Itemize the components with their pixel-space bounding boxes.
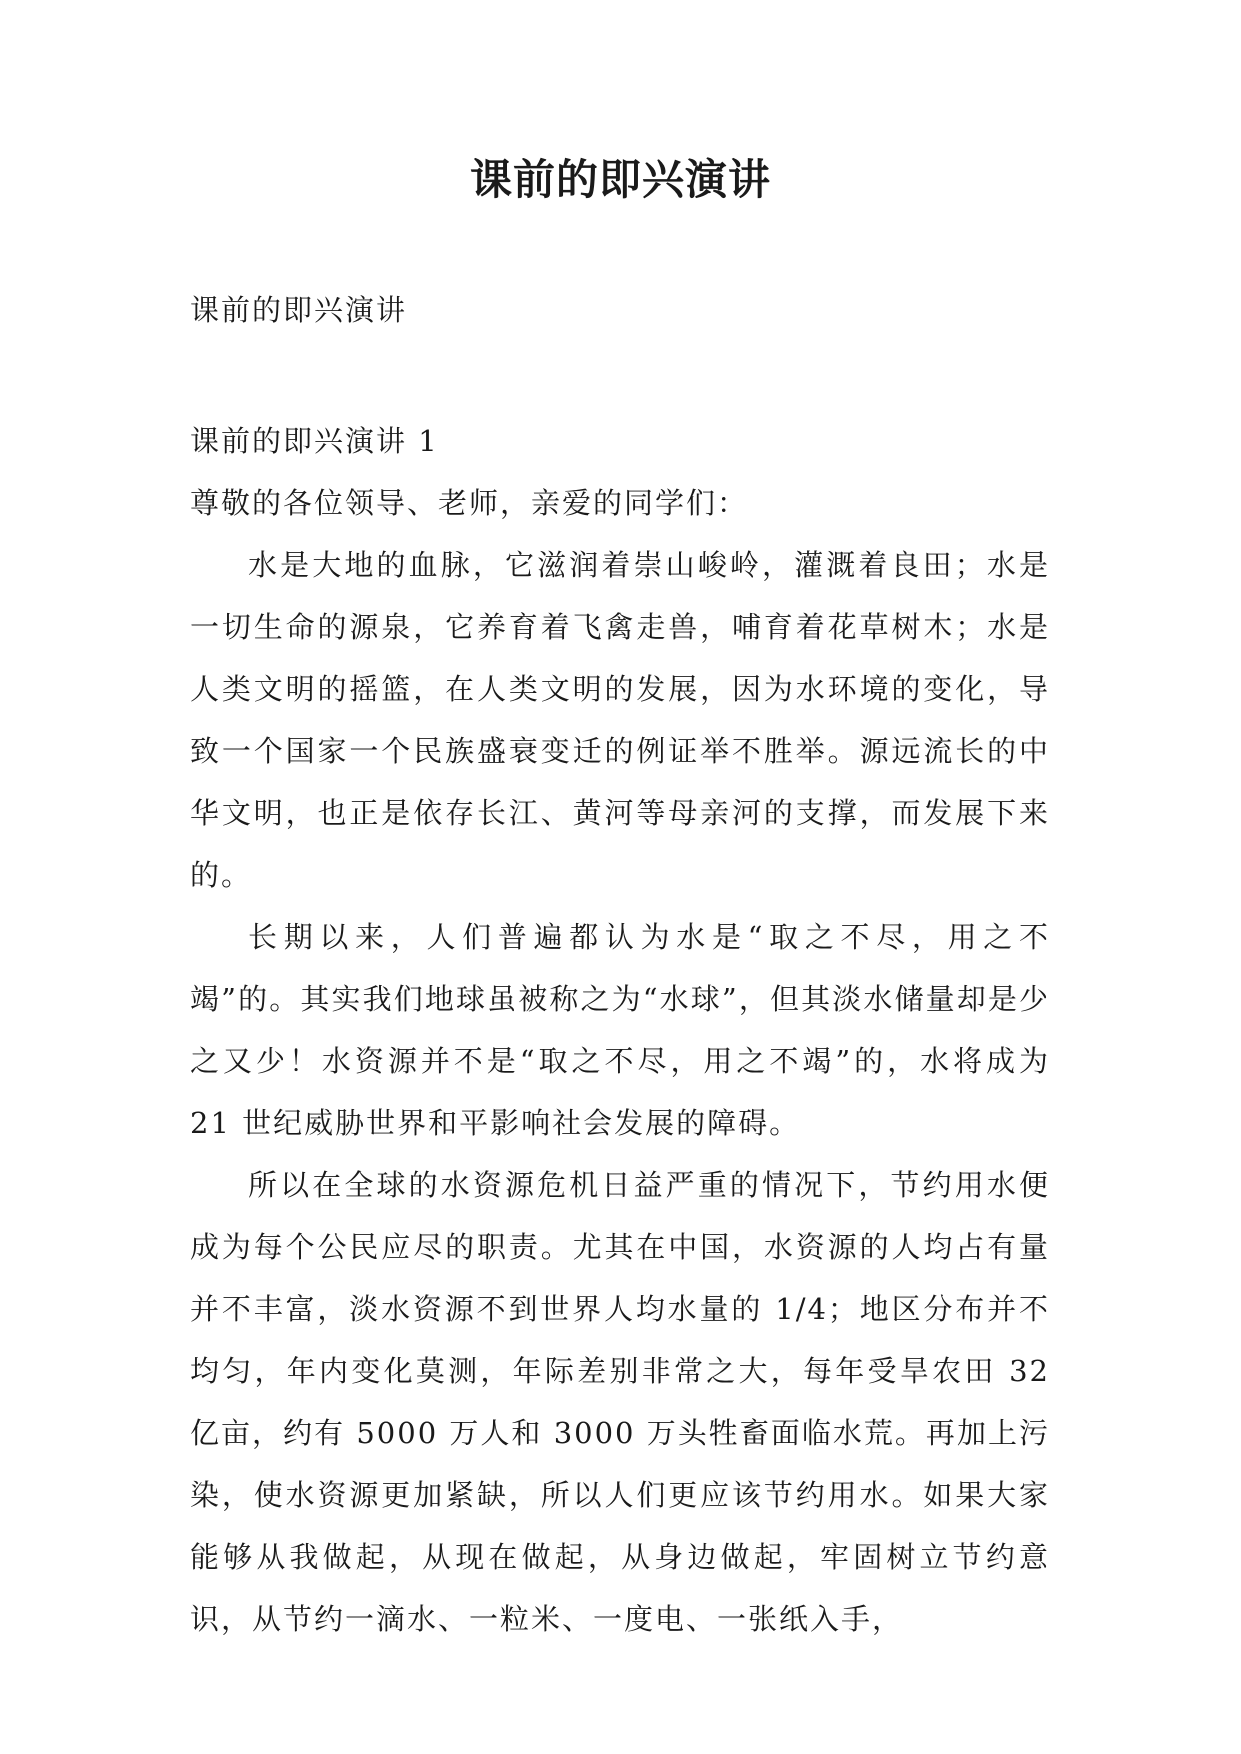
paragraph: 水是大地的血脉，它滋润着崇山峻岭，灌溉着良田；水是一切生命的源泉，它养育着飞禽走兽，哺育着花草树木；水是人类文明的摇篮，在人类文明的发展，因为水环境的变化，导致一个国家一个民族盛衰变迁的例证举不胜举。源远流长的中华文明，也正是依存长江、黄河等母亲河的支撑，而发展下来的。 [190, 548, 1050, 892]
speech-section [190, 410, 1050, 1650]
document-title: 课前的即兴演讲 [469, 155, 771, 204]
section-heading: 课前的即兴演讲 1 [190, 424, 439, 458]
document-subtitle: 课前的即兴演讲 [190, 293, 408, 327]
salutation: 尊敬的各位领导、老师，亲爱的同学们： [190, 486, 749, 520]
paragraph: 所以在全球的水资源危机日益严重的情况下，节约用水便成为每个公民应尽的职责。尤其在中国，水资源的人均占有量并不丰富，淡水资源不到世界人均水量的 1/4；地区分布并不均匀，年内变化莫测，年际差别非常之大，每年受旱农田 32 亿亩，约有 5000 万人和 3000 万头牲畜面临水荒。再加上污染，使水资源更加紧缺，所以人们更应该节约用水。如果大家能够从我做起，从现在做起，从身边做起，牢固树立节约意识，从节约一滴水、一粒米、一度电、一张纸入手， [190, 1168, 1050, 1636]
paragraph: 长期以来，人们普遍都认为水是“取之不尽，用之不竭”的。其实我们地球虽被称之为“水球”，但其淡水储量却是少之又少！水资源并不是“取之不尽，用之不竭”的，水将成为 21 世纪威胁世界和平影响社会发展的障碍。 [190, 920, 1050, 1140]
